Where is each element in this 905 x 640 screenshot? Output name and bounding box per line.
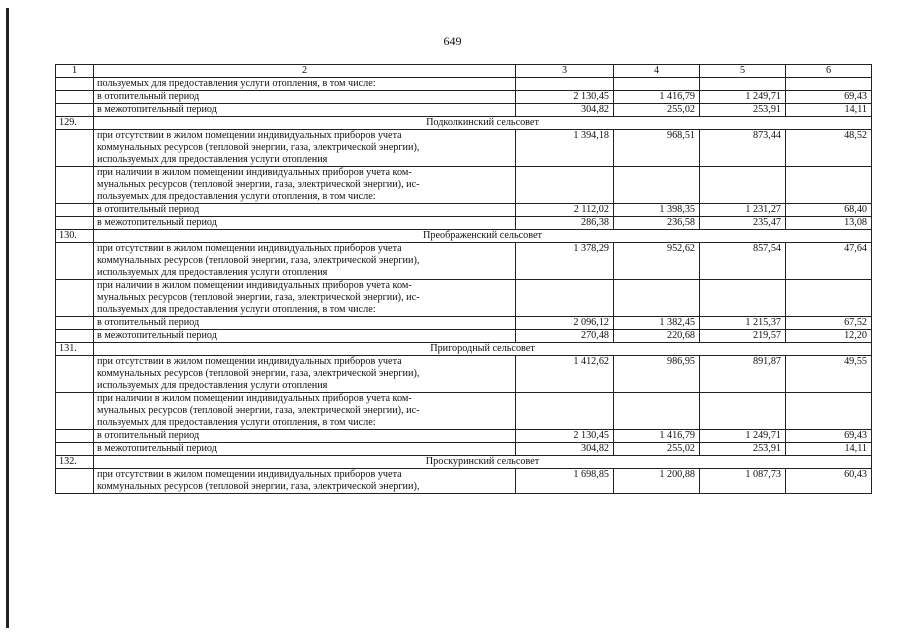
section-title: Проскуринский сельсовет [94,456,872,469]
value-cell: 2 096,12 [516,317,614,330]
row-index [56,356,94,393]
description-line: при отсутствии в жилом помещении индивидуальных приборов учета [97,130,402,141]
section-row [56,230,872,243]
value-cell: 304,82 [516,443,614,456]
row-index [56,104,94,117]
row-description [94,130,516,167]
row-index [56,167,94,204]
header-cell: 4 [614,65,700,78]
row-index: 129. [56,117,94,130]
value-cell: 286,38 [516,217,614,230]
value-cell: 1 087,73 [700,469,786,494]
row-description: в отопительный период [94,91,516,104]
value-cell [786,167,872,204]
row-index [56,204,94,217]
value-cell: 253,91 [700,443,786,456]
row-description [94,280,516,317]
row-index [56,280,94,317]
row-index [56,78,94,91]
value-cell: 68,40 [786,204,872,217]
table-row [56,204,872,217]
row-index [56,217,94,230]
value-cell: 952,62 [614,243,700,280]
value-cell: 1 416,79 [614,91,700,104]
description-line: используемых для предоставления услуги отопления [97,154,328,165]
value-cell: 968,51 [614,130,700,167]
row-index: 132. [56,456,94,469]
row-index [56,443,94,456]
value-cell [614,280,700,317]
value-cell: 1 249,71 [700,430,786,443]
section-title: Пригородный сельсовет [94,343,872,356]
description-line: используемых для предоставления услуги отопления [97,380,328,391]
row-description: в межотопительный период [94,217,516,230]
value-cell [516,167,614,204]
table-row [56,167,872,204]
tariff-table [55,64,872,494]
value-cell: 1 215,37 [700,317,786,330]
section-row [56,117,872,130]
value-cell: 1 698,85 [516,469,614,494]
table-row [56,104,872,117]
value-cell: 47,64 [786,243,872,280]
description-line: используемых для предоставления услуги отопления [97,267,328,278]
value-cell: 270,48 [516,330,614,343]
row-description [94,356,516,393]
value-cell: 2 130,45 [516,430,614,443]
value-cell: 255,02 [614,443,700,456]
header-cell: 6 [786,65,872,78]
row-index [56,130,94,167]
description-line: мунальных ресурсов (тепловой энергии, газа, электрической энергии), ис- [97,179,420,190]
value-cell: 304,82 [516,104,614,117]
value-cell: 60,43 [786,469,872,494]
row-description: в межотопительный период [94,443,516,456]
value-cell: 14,11 [786,104,872,117]
section-row [56,456,872,469]
value-cell [700,78,786,91]
value-cell: 67,52 [786,317,872,330]
section-title: Преображенский сельсовет [94,230,872,243]
value-cell: 1 412,62 [516,356,614,393]
row-index: 131. [56,343,94,356]
description-line: коммунальных ресурсов (тепловой энергии, газа, электрической энергии), [97,481,420,492]
row-index: 130. [56,230,94,243]
value-cell: 13,08 [786,217,872,230]
value-cell [786,280,872,317]
value-cell: 1 378,29 [516,243,614,280]
row-description [94,393,516,430]
description-line: при отсутствии в жилом помещении индивидуальных приборов учета [97,469,402,480]
description-line: коммунальных ресурсов (тепловой энергии, газа, электрической энергии), [97,255,420,266]
value-cell: 1 416,79 [614,430,700,443]
row-description [94,243,516,280]
section-row [56,343,872,356]
table-row [56,317,872,330]
header-cell: 2 [94,65,516,78]
value-cell [614,78,700,91]
value-cell: 891,87 [700,356,786,393]
value-cell [700,393,786,430]
description-line: при наличии в жилом помещении индивидуальных приборов учета ком- [97,393,412,404]
row-description: пользуемых для предоставления услуги отопления, в том числе: [94,78,516,91]
row-index [56,91,94,104]
header-cell: 5 [700,65,786,78]
value-cell: 1 249,71 [700,91,786,104]
value-cell: 1 200,88 [614,469,700,494]
value-cell: 235,47 [700,217,786,230]
value-cell: 1 394,18 [516,130,614,167]
row-description: в отопительный период [94,317,516,330]
value-cell [700,167,786,204]
value-cell: 1 231,27 [700,204,786,217]
row-index [56,317,94,330]
value-cell: 14,11 [786,443,872,456]
value-cell [614,167,700,204]
section-title: Подколкинский сельсовет [94,117,872,130]
value-cell: 986,95 [614,356,700,393]
table-header-row [56,65,872,78]
table-row [56,356,872,393]
row-index [56,330,94,343]
value-cell: 236,58 [614,217,700,230]
table-row [56,469,872,494]
description-line: при отсутствии в жилом помещении индивидуальных приборов учета [97,243,402,254]
row-index [56,243,94,280]
row-description [94,167,516,204]
table-row [56,130,872,167]
description-line: при наличии в жилом помещении индивидуальных приборов учета ком- [97,167,412,178]
value-cell [786,78,872,91]
value-cell: 873,44 [700,130,786,167]
value-cell: 255,02 [614,104,700,117]
description-line: пользуемых для предоставления услуги отопления, в том числе: [97,191,376,202]
table-row [56,280,872,317]
value-cell [516,393,614,430]
row-description [94,469,516,494]
description-line: при наличии в жилом помещении индивидуальных приборов учета ком- [97,280,412,291]
row-description: в межотопительный период [94,330,516,343]
value-cell: 2 130,45 [516,91,614,104]
description-line: коммунальных ресурсов (тепловой энергии, газа, электрической энергии), [97,368,420,379]
description-line: при отсутствии в жилом помещении индивидуальных приборов учета [97,356,402,367]
scan-edge-bar [6,8,9,628]
row-description: в отопительный период [94,430,516,443]
description-line: пользуемых для предоставления услуги отопления, в том числе: [97,417,376,428]
table-row [56,217,872,230]
value-cell: 69,43 [786,430,872,443]
table-row [56,243,872,280]
row-description: в межотопительный период [94,104,516,117]
description-line: мунальных ресурсов (тепловой энергии, газа, электрической энергии), ис- [97,292,420,303]
value-cell: 1 398,35 [614,204,700,217]
page-number: 649 [443,34,462,48]
header-cell: 3 [516,65,614,78]
value-cell [700,280,786,317]
value-cell: 12,20 [786,330,872,343]
header-cell: 1 [56,65,94,78]
table-row [56,443,872,456]
row-index [56,430,94,443]
table-row [56,393,872,430]
row-index [56,393,94,430]
table-row [56,78,872,91]
value-cell: 69,43 [786,91,872,104]
value-cell: 1 382,45 [614,317,700,330]
description-line: пользуемых для предоставления услуги отопления, в том числе: [97,304,376,315]
table-row [56,430,872,443]
value-cell: 48,52 [786,130,872,167]
value-cell [614,393,700,430]
description-line: коммунальных ресурсов (тепловой энергии, газа, электрической энергии), [97,142,420,153]
value-cell: 219,57 [700,330,786,343]
row-description: в отопительный период [94,204,516,217]
table-row [56,91,872,104]
row-index [56,469,94,494]
value-cell [516,280,614,317]
value-cell [516,78,614,91]
table-row [56,330,872,343]
value-cell: 49,55 [786,356,872,393]
value-cell: 253,91 [700,104,786,117]
description-line: мунальных ресурсов (тепловой энергии, газа, электрической энергии), ис- [97,405,420,416]
value-cell: 220,68 [614,330,700,343]
value-cell: 2 112,02 [516,204,614,217]
value-cell [786,393,872,430]
value-cell: 857,54 [700,243,786,280]
